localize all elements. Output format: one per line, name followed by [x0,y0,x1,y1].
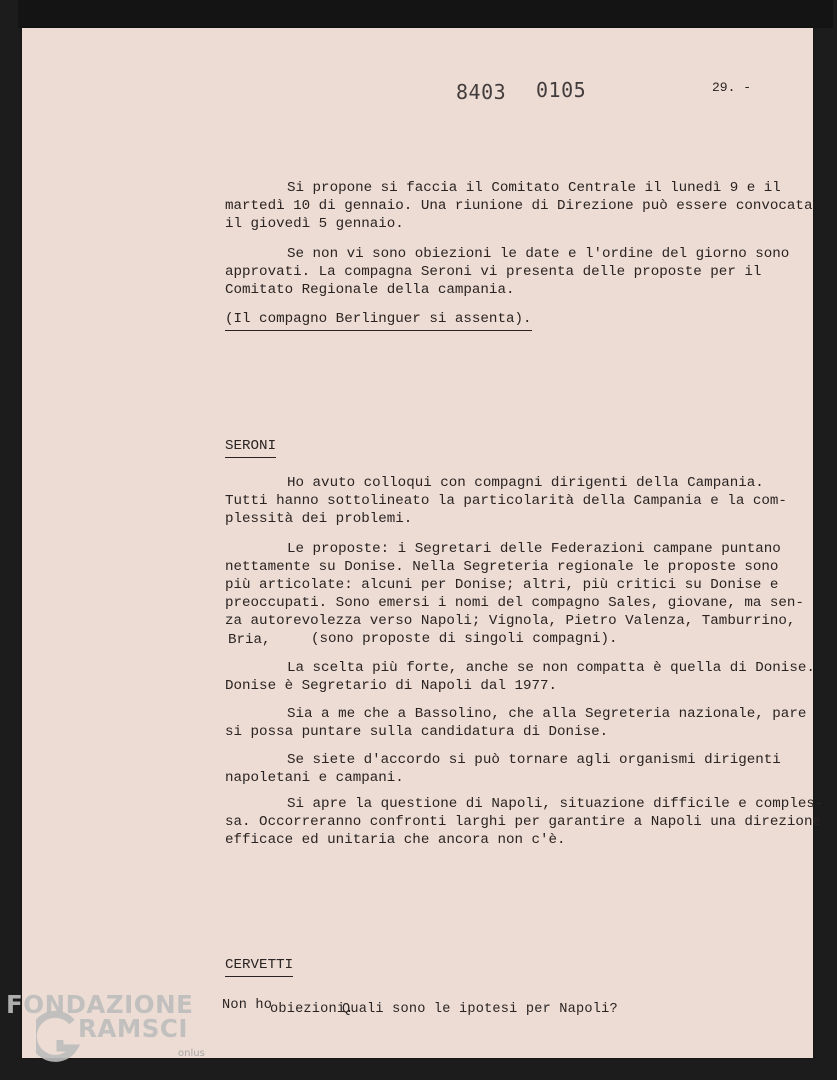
text-line: La scelta più forte, anche se non compatta è quella di Donise. [287,660,815,676]
speaker-heading: SERONI [225,437,276,458]
text-line: napoletani e campani. [225,770,404,786]
watermark-line1: FONDAZIONE [6,990,194,1019]
fondazione-gramsci-watermark [6,990,216,1070]
text-line: Comitato Regionale della campania. [225,282,515,298]
text-line: Ho avuto colloqui con compagni dirigenti della Campania. [287,475,764,491]
text-line: più articolate: alcuni per Donise; altri, più critici su Donise e [225,577,779,593]
text-line: sa. Occorreranno confronti larghi per garantire a Napoli una direzione [225,814,821,830]
handwritten-text: Quali sono le ipotesi per Napoli? [342,1002,618,1017]
text-line: Le proposte: i Segretari delle Federazioni campane puntano [287,541,781,557]
archive-stamp: 8403 [456,80,507,104]
procedural-note: (Il compagno Berlinguer si assenta). [225,310,532,331]
top-edge [18,0,833,28]
text-line: za autorevolezza verso Napoli; Vignola, Pietro Valenza, Tamburrino, [225,613,796,629]
text-line: Se non vi sono obiezioni le date e l'ordine del giorno sono [287,246,790,262]
text-line: approvati. La compagna Seroni vi presenta delle proposte per il [225,264,762,280]
text-line: Se siete d'accordo si può tornare agli organismi dirigenti [287,752,781,768]
text-line: preoccupati. Sono emersi i nomi del compagno Sales, giovane, ma sen- [225,595,804,611]
handwritten-text: Non ho [222,998,273,1013]
text-line: nettamente su Donise. Nella Segreteria regionale le proposte sono [225,559,779,575]
text-line: Bria, [228,632,271,648]
handwritten-text: obiezioni. [270,1002,354,1017]
document-page [22,28,824,1058]
text-line: Tutti hanno sottolineato la particolarità della Campania e la com- [225,493,787,509]
text-line: si possa puntare sulla candidatura di Donise. [225,724,609,740]
text-line: (sono proposte di singoli compagni). [311,631,618,647]
gramsci-g-icon [36,1010,80,1066]
archive-stamp-2: 0105 [536,78,587,102]
text-line: martedì 10 di gennaio. Una riunione di Direzione può essere convocata [225,198,813,214]
text-line: Si propone si faccia il Comitato Centrale il lunedì 9 e il [287,180,781,196]
text-line: Donise è Segretario di Napoli dal 1977. [225,678,558,694]
page-number: 29. - [712,80,752,95]
text-line: il giovedì 5 gennaio. [225,216,404,232]
watermark-line3: onlus [178,1048,205,1059]
speaker-heading: CERVETTI [225,956,293,977]
text-line: Si apre la questione di Napoli, situazione difficile e comples- [287,796,824,812]
text-line: efficace ed unitaria che ancora non c'è. [225,832,566,848]
watermark-line2: RAMSCI [78,1014,188,1043]
text-line: plessità dei problemi. [225,511,413,527]
text-line: Sia a me che a Bassolino, che alla Segreteria nazionale, pare [287,706,807,722]
